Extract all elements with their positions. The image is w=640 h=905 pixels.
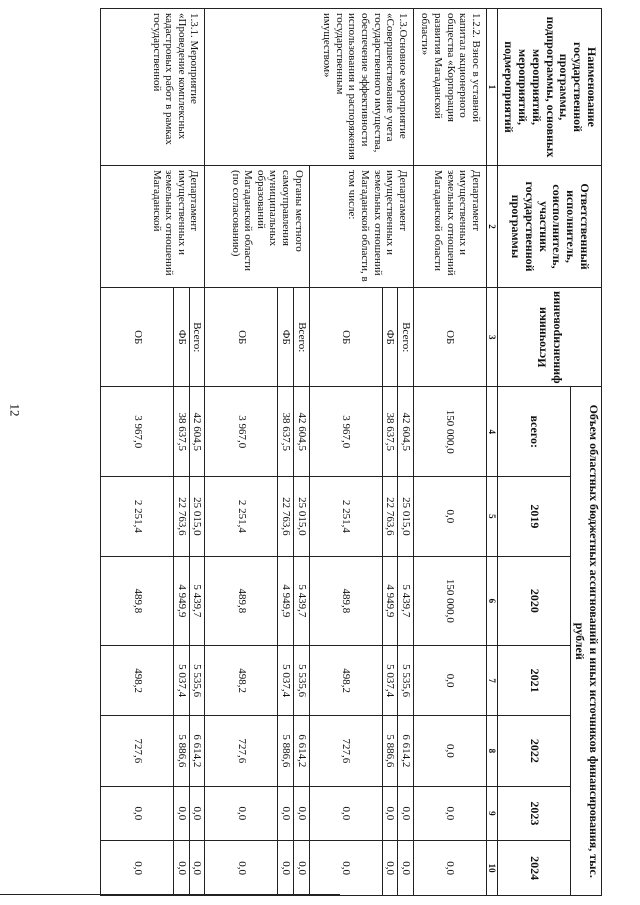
footnote-divider bbox=[0, 894, 340, 895]
row-executor-cell: Департамент имущественных и земельных отношений Магаданской области bbox=[414, 166, 487, 288]
row-value-cell: 5 439,7 bbox=[294, 556, 310, 645]
row-value-cell: 0,0 bbox=[414, 841, 487, 896]
row-value-cell: 38 637,5 bbox=[382, 387, 398, 477]
header-year: 2019 bbox=[498, 477, 571, 557]
index-cell: 7 bbox=[487, 645, 498, 715]
row-value-cell: 0,0 bbox=[174, 786, 190, 841]
row-value-cell: 0,0 bbox=[189, 841, 205, 896]
row-value-cell: 2 251,4 bbox=[205, 477, 278, 557]
row-value-cell: 0,0 bbox=[278, 841, 294, 896]
row-value-cell: 0,0 bbox=[174, 841, 190, 896]
header-source: Источники финансирования bbox=[498, 288, 602, 387]
row-value-cell: 4 949,9 bbox=[174, 556, 190, 645]
header-total: всего: bbox=[498, 387, 571, 477]
row-value-cell: 5 535,6 bbox=[189, 645, 205, 715]
row-value-cell: 0,0 bbox=[309, 841, 382, 896]
row-value-cell: 0,0 bbox=[398, 786, 414, 841]
row-value-cell: 0,0 bbox=[294, 786, 310, 841]
row-value-cell: 5 037,4 bbox=[382, 645, 398, 715]
row-value-cell: 3 967,0 bbox=[309, 387, 382, 477]
row-value-cell: 38 637,5 bbox=[174, 387, 190, 477]
row-source-cell: ОБ bbox=[414, 288, 487, 387]
header-year: 2022 bbox=[498, 716, 571, 786]
row-value-cell: 489,8 bbox=[101, 556, 174, 645]
index-cell: 10 bbox=[487, 841, 498, 896]
row-value-cell: 5 037,4 bbox=[174, 645, 190, 715]
row-source-cell: ОБ bbox=[309, 288, 382, 387]
row-value-cell: 0,0 bbox=[382, 786, 398, 841]
row-value-cell: 5 886,6 bbox=[278, 716, 294, 786]
row-value-cell: 727,6 bbox=[205, 716, 278, 786]
header-year: 2023 bbox=[498, 786, 571, 841]
row-value-cell: 5 535,6 bbox=[398, 645, 414, 715]
row-value-cell: 5 439,7 bbox=[398, 556, 414, 645]
row-value-cell: 0,0 bbox=[205, 841, 278, 896]
row-value-cell: 0,0 bbox=[398, 841, 414, 896]
row-value-cell: 498,2 bbox=[205, 645, 278, 715]
index-cell: 5 bbox=[487, 477, 498, 557]
row-value-cell: 727,6 bbox=[309, 716, 382, 786]
header-year: 2024 bbox=[498, 841, 571, 896]
row-value-cell: 0,0 bbox=[414, 716, 487, 786]
row-value-cell: 6 614,2 bbox=[189, 716, 205, 786]
row-name-cell: 1.3.Основное мероприятие «Совершенствование учета государственного имущества, обеспечение эффективности использования и распоряжения государственным имуществом» bbox=[205, 9, 414, 166]
row-source-cell: ФБ bbox=[382, 288, 398, 387]
header-executor: Ответственный исполнитель, соисполнитель, участник государственной программы bbox=[498, 166, 602, 288]
row-source-cell: ФБ bbox=[174, 288, 190, 387]
row-source-cell: ФБ bbox=[278, 288, 294, 387]
row-value-cell: 489,8 bbox=[205, 556, 278, 645]
row-value-cell: 42 604,5 bbox=[398, 387, 414, 477]
row-value-cell: 22 763,6 bbox=[382, 477, 398, 557]
row-value-cell: 4 949,9 bbox=[382, 556, 398, 645]
row-value-cell: 5 886,6 bbox=[382, 716, 398, 786]
row-value-cell: 6 614,2 bbox=[294, 716, 310, 786]
row-value-cell: 0,0 bbox=[414, 477, 487, 557]
row-value-cell: 489,8 bbox=[309, 556, 382, 645]
row-value-cell: 0,0 bbox=[414, 645, 487, 715]
table-row bbox=[398, 9, 414, 896]
row-value-cell: 0,0 bbox=[278, 786, 294, 841]
row-value-cell: 42 604,5 bbox=[294, 387, 310, 477]
row-value-cell: 0,0 bbox=[101, 841, 174, 896]
row-value-cell: 22 763,6 bbox=[278, 477, 294, 557]
row-name-cell: 1.2.2. Взнос в уставной капитал акционерного общества «Корпорация развития Магаданской области» bbox=[414, 9, 487, 166]
row-executor-cell: Департамент имущественных и земельных отношений Магаданской области, в том числе: bbox=[309, 166, 413, 288]
row-value-cell: 3 967,0 bbox=[205, 387, 278, 477]
row-value-cell: 0,0 bbox=[309, 786, 382, 841]
row-value-cell: 150 000,0 bbox=[414, 387, 487, 477]
row-value-cell: 25 015,0 bbox=[294, 477, 310, 557]
row-value-cell: 150 000,0 bbox=[414, 556, 487, 645]
row-value-cell: 5 439,7 bbox=[189, 556, 205, 645]
row-value-cell: 498,2 bbox=[309, 645, 382, 715]
row-source-cell: Всего: bbox=[398, 288, 414, 387]
row-value-cell: 42 604,5 bbox=[189, 387, 205, 477]
row-executor-cell: Органы местного самоуправления муниципальных образований Магаданской области (по согласованию) bbox=[205, 166, 309, 288]
page-number: 12 bbox=[7, 403, 23, 417]
row-value-cell: 4 949,9 bbox=[278, 556, 294, 645]
index-cell: 3 bbox=[487, 288, 498, 387]
row-value-cell: 2 251,4 bbox=[101, 477, 174, 557]
financing-table bbox=[100, 8, 602, 896]
row-source-cell: Всего: bbox=[189, 288, 205, 387]
table-body bbox=[101, 9, 487, 896]
row-value-cell: 0,0 bbox=[101, 786, 174, 841]
row-value-cell: 25 015,0 bbox=[189, 477, 205, 557]
row-executor-cell: Департамент имущественных и земельных отношений Магаданской bbox=[101, 166, 205, 288]
row-value-cell: 2 251,4 bbox=[309, 477, 382, 557]
row-value-cell: 0,0 bbox=[414, 786, 487, 841]
index-cell: 1 bbox=[487, 9, 498, 166]
row-source-cell: ОБ bbox=[205, 288, 278, 387]
index-cell: 8 bbox=[487, 716, 498, 786]
row-source-cell: ОБ bbox=[101, 288, 174, 387]
index-cell: 4 bbox=[487, 387, 498, 477]
row-value-cell: 0,0 bbox=[189, 786, 205, 841]
row-value-cell: 25 015,0 bbox=[398, 477, 414, 557]
header-name: Наименование государственной программы, подпрограммы, основных мероприятий, мероприятий, подмероприятий bbox=[498, 9, 602, 166]
row-name-cell: 1.3.1. Мероприятие «Проведение комплексных кадастровых работ в рамках государственной bbox=[101, 9, 205, 166]
row-value-cell: 5 886,6 bbox=[174, 716, 190, 786]
row-value-cell: 38 637,5 bbox=[278, 387, 294, 477]
row-value-cell: 0,0 bbox=[382, 841, 398, 896]
row-value-cell: 5 037,4 bbox=[278, 645, 294, 715]
header-year: 2021 bbox=[498, 645, 571, 715]
row-value-cell: 5 535,6 bbox=[294, 645, 310, 715]
row-value-cell: 498,2 bbox=[101, 645, 174, 715]
row-value-cell: 22 763,6 bbox=[174, 477, 190, 557]
row-value-cell: 6 614,2 bbox=[398, 716, 414, 786]
index-cell: 2 bbox=[487, 166, 498, 288]
index-row bbox=[487, 9, 498, 896]
row-value-cell: 3 967,0 bbox=[101, 387, 174, 477]
table-row bbox=[414, 9, 487, 896]
table-row bbox=[189, 9, 205, 896]
index-cell: 6 bbox=[487, 556, 498, 645]
header-volume: Объем областных бюджетных ассигнований и иных источников финансирования, тыс. рублей bbox=[571, 387, 602, 896]
row-value-cell: 0,0 bbox=[205, 786, 278, 841]
header-year: 2020 bbox=[498, 556, 571, 645]
index-cell: 9 bbox=[487, 786, 498, 841]
row-value-cell: 727,6 bbox=[101, 716, 174, 786]
row-source-cell: Всего: bbox=[294, 288, 310, 387]
row-value-cell: 0,0 bbox=[294, 841, 310, 896]
